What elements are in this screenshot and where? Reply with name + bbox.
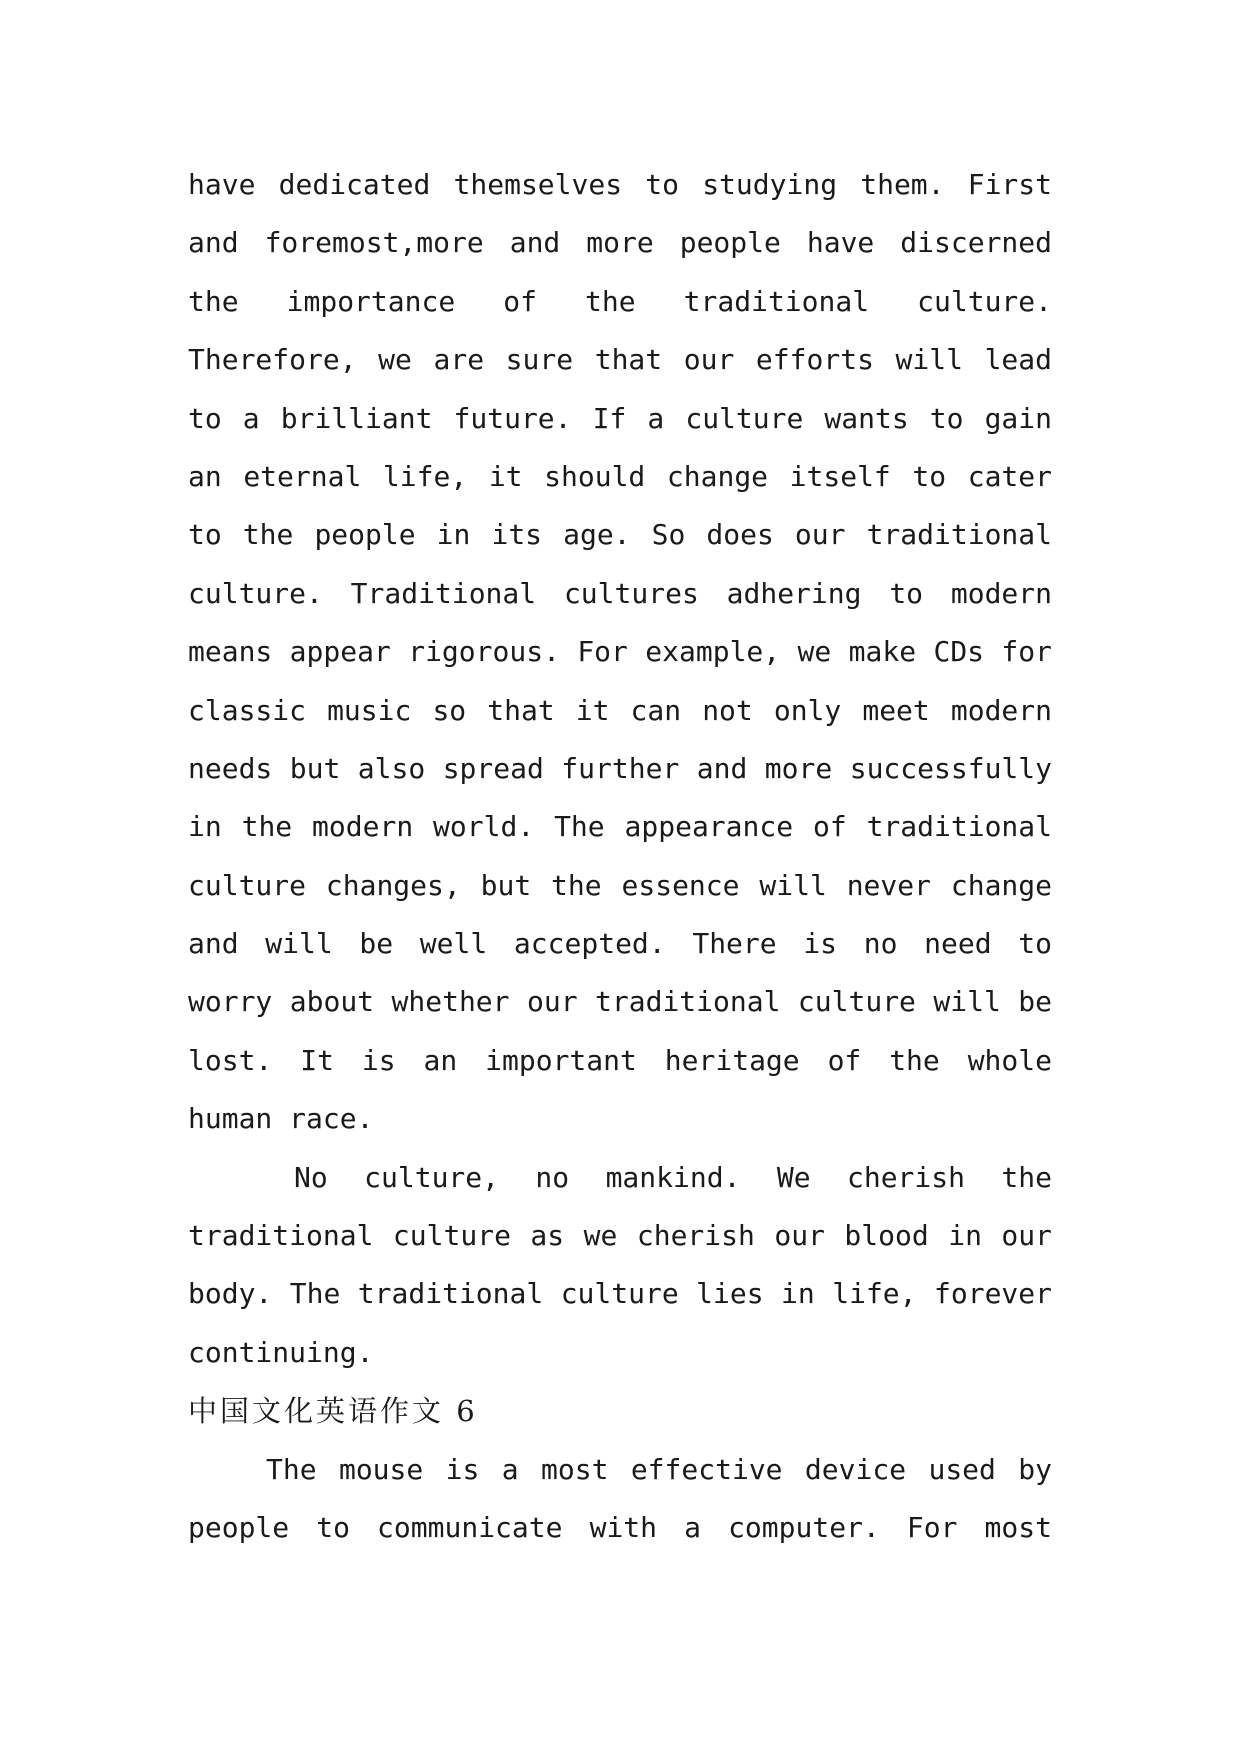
text-line: No culture, no mankind. We cherish the: [294, 1160, 1052, 1194]
text-line: Therefore, we are sure that our efforts will lead: [188, 343, 1052, 377]
text-line: continuing.: [188, 1335, 374, 1369]
text-line: to the people in its age. So does our traditional: [188, 518, 1052, 552]
text-line: an eternal life, it should change itself to cater: [188, 459, 1052, 493]
text-line: in the modern world. The appearance of traditional: [188, 810, 1052, 844]
text-line: traditional culture as we cherish our blood in our: [188, 1219, 1052, 1253]
paragraph-mouse: [188, 1441, 1052, 1558]
text-line: means appear rigorous. For example, we make CDs for: [188, 635, 1052, 669]
text-line: needs but also spread further and more successfully: [188, 751, 1052, 785]
text-line: The mouse is a most effective device used by: [266, 1452, 1052, 1486]
text-line: the importance of the traditional culture.: [188, 284, 1052, 318]
text-line: people to communicate with a computer. For most: [188, 1510, 1052, 1544]
paragraph-conclusion: [188, 1149, 1052, 1383]
text-line: to a brilliant future. If a culture wants to gain: [188, 401, 1052, 435]
section-heading: 中国文化英语作文 6: [188, 1394, 478, 1429]
text-line: lost. It is an important heritage of the whole: [188, 1043, 1052, 1077]
text-line: human race.: [188, 1102, 374, 1136]
text-line: classic music so that it can not only meet modern: [188, 693, 1052, 727]
text-line: and foremost,more and more people have discerned: [188, 226, 1052, 260]
text-line: culture. Traditional cultures adhering to modern: [188, 576, 1052, 610]
text-line: and will be well accepted. There is no need to: [188, 927, 1052, 961]
text-line: worry about whether our traditional culture will be: [188, 985, 1052, 1019]
body-text: [188, 156, 1052, 1557]
text-line: culture changes, but the essence will never change: [188, 868, 1052, 902]
text-line: body. The traditional culture lies in life, forever: [188, 1277, 1052, 1311]
paragraph-traditional-culture: [188, 156, 1052, 1149]
text-line: have dedicated themselves to studying them. First: [188, 168, 1052, 201]
